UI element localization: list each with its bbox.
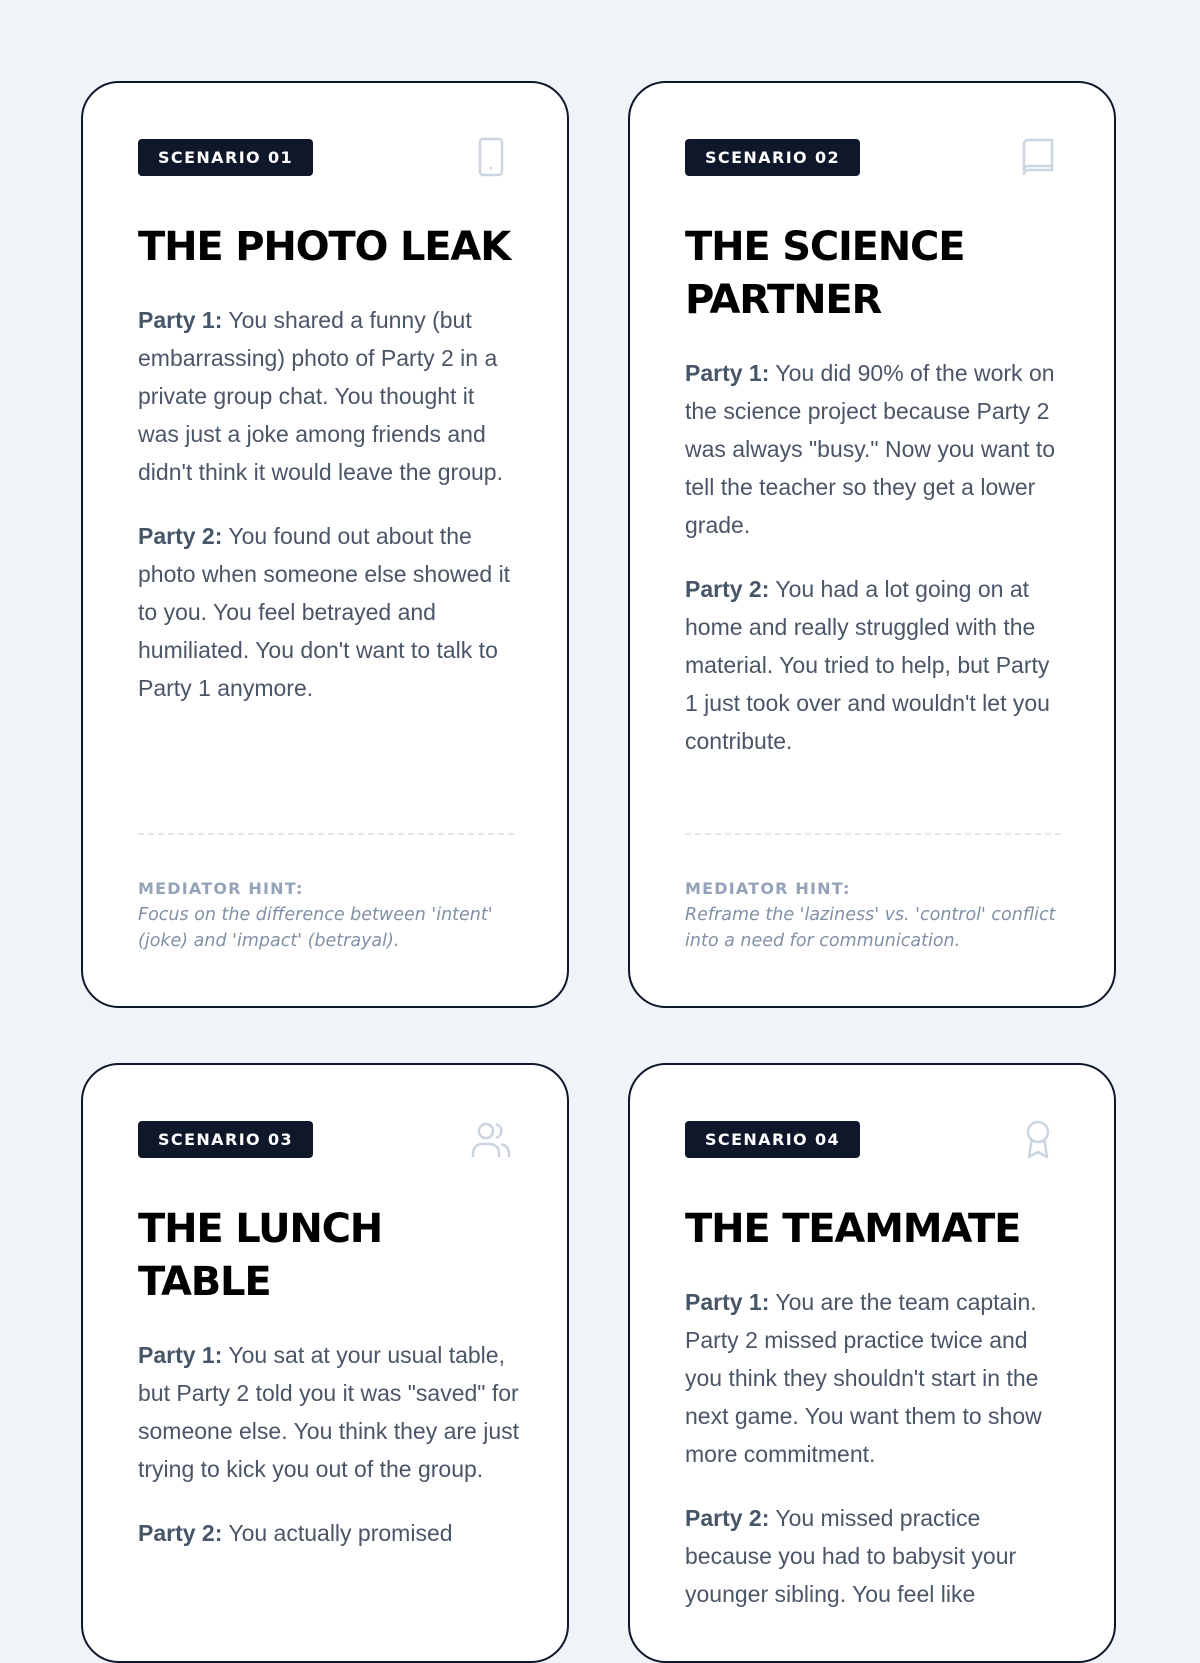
smartphone-icon: [471, 137, 511, 177]
party-2-text: You had a lot going on at home and really struggled with the material. You tried to help, but Party 1 just took over and wouldn't let you contribute.: [685, 576, 1050, 754]
card-content: [685, 1203, 1067, 1613]
party-2-label: Party 2:: [685, 576, 770, 602]
card-content: [685, 221, 1067, 760]
mediator-hint: [685, 876, 1075, 954]
scenario-title: THE LUNCH TABLE: [138, 1206, 383, 1305]
mediator-hint-label: MEDIATOR HINT:: [138, 879, 304, 898]
party-2-label: Party 2:: [138, 1520, 223, 1546]
mediator-hint-label: MEDIATOR HINT:: [685, 879, 851, 898]
party-1-label: Party 1:: [138, 307, 223, 333]
party-1-text: You shared a funny (but embarrassing) photo of Party 2 in a private group chat. You thought it was just a joke among friends and didn't think it would leave the group.: [138, 307, 503, 485]
scenario-badge: SCENARIO 02: [685, 139, 860, 176]
award-icon: [1018, 1119, 1058, 1159]
scenario-card-02: [628, 81, 1116, 1008]
party-1-description: [685, 1283, 1067, 1473]
party-2-description: [685, 570, 1067, 760]
book-icon: [1018, 137, 1058, 177]
party-2-description: [685, 1499, 1067, 1613]
party-2-description: [138, 517, 520, 707]
party-1-label: Party 1:: [685, 360, 770, 386]
mediator-hint-text: Reframe the 'laziness' vs. 'control' conflict into a need for communication.: [685, 905, 1056, 951]
party-2-text: You missed practice because you had to babysit your younger sibling. You feel like: [685, 1505, 1017, 1607]
party-1-text: You did 90% of the work on the science project because Party 2 was always "busy." Now you want to tell the teacher so they get a lower grade.: [685, 360, 1055, 538]
party-1-text: You are the team captain. Party 2 missed practice twice and you think they shouldn't start in the next game. You want them to show more commitment.: [685, 1289, 1042, 1467]
party-1-label: Party 1:: [685, 1289, 770, 1315]
scenario-title: THE SCIENCE PARTNER: [685, 224, 965, 323]
hint-divider: [138, 833, 514, 835]
mediator-hint-text: Focus on the difference between 'intent' (joke) and 'impact' (betrayal).: [138, 905, 493, 951]
card-content: [138, 221, 520, 707]
party-2-text: You found out about the photo when someone else showed it to you. You feel betrayed and humiliated. You don't want to talk to Party 1 anymore.: [138, 523, 511, 701]
scenario-badge: SCENARIO 03: [138, 1121, 313, 1158]
scenario-title: THE TEAMMATE: [685, 1206, 1021, 1252]
scenario-card-03: [81, 1063, 569, 1663]
party-1-label: Party 1:: [138, 1342, 223, 1368]
party-1-text: You sat at your usual table, but Party 2 told you it was "saved" for someone else. You think they are just trying to kick you out of the group.: [138, 1342, 520, 1482]
scenario-badge: SCENARIO 01: [138, 139, 313, 176]
scenario-card-01: [81, 81, 569, 1008]
party-2-label: Party 2:: [685, 1505, 770, 1531]
party-2-description: [138, 1514, 520, 1552]
party-1-description: [685, 354, 1067, 544]
party-2-text: You actually promised: [222, 1520, 453, 1546]
mediator-hint: [138, 876, 528, 954]
scenario-card-04: [628, 1063, 1116, 1663]
users-icon: [471, 1119, 511, 1159]
scenario-badge: SCENARIO 04: [685, 1121, 860, 1158]
party-1-description: [138, 1336, 520, 1488]
party-1-description: [138, 301, 520, 491]
scenario-title: THE PHOTO LEAK: [138, 224, 510, 270]
hint-divider: [685, 833, 1061, 835]
card-content: [138, 1203, 520, 1552]
party-2-label: Party 2:: [138, 523, 223, 549]
